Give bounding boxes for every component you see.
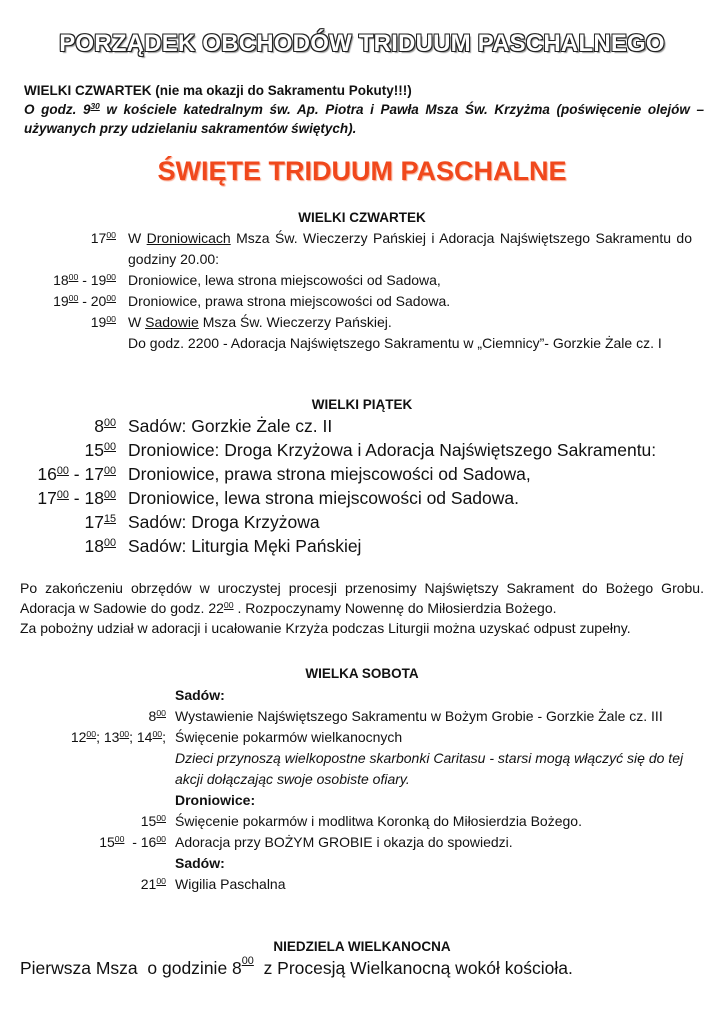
description: Sadów: Liturgia Męki Pańskiej xyxy=(128,536,362,556)
description: Droniowice, lewa strona miejscowości od Sadowa. xyxy=(128,488,520,508)
time: $17^{00} - 18^{00}$ xyxy=(37,488,116,508)
thursday-row xyxy=(20,333,692,354)
description: Droniowice, lewa strona miejscowości od Sadowa, xyxy=(128,272,441,288)
time: $18^{00} - 19^{00}$ xyxy=(53,272,116,288)
friday-row xyxy=(20,534,710,558)
time: $19^{00} - 20^{00}$ xyxy=(53,293,116,309)
friday-row xyxy=(20,510,710,534)
intro-heading: WIELKI CZWARTEK (nie ma okazji do Sakramentu Pokuty!!!) xyxy=(24,83,412,98)
sunday-mass: Pierwsza Msza o godzinie $8^{00}$ z Procesją Wielkanocną wokół kościoła. xyxy=(20,955,573,978)
time: $21^{00}$ xyxy=(140,876,166,892)
time: $15^{00}$ xyxy=(84,440,116,460)
saturday-heading: WIELKA SOBOTA xyxy=(305,666,419,681)
time: $17^{15}$ xyxy=(84,512,116,532)
description: Święcenie pokarmów wielkanocnych xyxy=(175,729,403,745)
description: Do godz. 2200 - Adoracja Najświętszego Sakramentu w „Ciemnicy”- Gorzkie Żale cz. I xyxy=(128,335,662,351)
saturday-schedule xyxy=(20,685,698,895)
time: $12^{00}$; $13^{00}$; $14^{00}$; xyxy=(70,729,166,745)
friday-row xyxy=(20,414,710,438)
time: $19^{00}$ xyxy=(90,314,116,330)
time: $17^{00}$ xyxy=(90,230,116,246)
thursday-row xyxy=(20,291,692,312)
saturday-row xyxy=(20,727,698,748)
description: Wystawienie Najświętszego Sakramentu w Bożym Grobie - Gorzkie Żale cz. III xyxy=(175,708,663,724)
indulgence-note: Za pobożny udział w adoracji i ucałowanie Krzyża podczas Liturgii można uzyskać odpust zupełny. xyxy=(20,620,631,636)
description: W Sadowie Msza Św. Wieczerzy Pańskiej. xyxy=(128,314,392,330)
time: $15^{00} - 16^{00}$ xyxy=(99,834,166,850)
triduum-title: ŚWIĘTE TRIDUUM PASCHALNE xyxy=(157,156,567,186)
caritas-note: Dzieci przynoszą wielkopostne skarbonki Caritasu - starsi mogą włączyć się do tej akcji dołączając swoje osobiste ofiary. xyxy=(175,750,684,787)
time: $18^{00}$ xyxy=(84,536,116,556)
saturday-row xyxy=(20,832,698,853)
time: $8^{00}$ xyxy=(94,416,116,436)
intro-text-b: w kościele katedralnym św. Ap. Piotra i Pawła Msza Św. Krzyżma (poświęcenie olejów – używanych przy udzielaniu sakramentów świętych). xyxy=(24,102,704,136)
friday-row xyxy=(20,486,710,510)
place-label: Sadów: xyxy=(175,855,225,871)
intro-text-a: O godz. 9 xyxy=(24,102,91,117)
friday-note-paragraph: Po zakończeniu obrzędów w uroczystej procesji przenosimy Najświętszy Sakrament do Bożego Grobu. Adoracja w Sadowie do godz. $22^{00}$ . Rozpoczynamy Nowennę do Miłosierdzia Bożego. xyxy=(20,580,704,616)
saturday-row xyxy=(20,706,698,727)
time: $15^{00}$ xyxy=(140,813,166,829)
intro-time-minutes: 30 xyxy=(90,101,100,111)
thursday-heading: WIELKI CZWARTEK xyxy=(298,210,426,225)
description: Święcenie pokarmów i modlitwa Koronką do Miłosierdzia Bożego. xyxy=(175,813,582,829)
friday-heading: WIELKI PIĄTEK xyxy=(311,397,413,412)
description: Droniowice, prawa strona miejscowości od Sadowa, xyxy=(128,464,531,484)
thursday-schedule xyxy=(20,228,692,354)
friday-row xyxy=(20,462,710,486)
description: Droniowice, prawa strona miejscowości od Sadowa. xyxy=(128,293,451,309)
friday-schedule xyxy=(20,414,710,558)
description: Droniowice: Droga Krzyżowa i Adoracja Najświętszego Sakramentu: xyxy=(128,440,657,460)
thursday-row xyxy=(20,270,692,291)
time: $16^{00} - 17^{00}$ xyxy=(37,464,116,484)
thursday-row xyxy=(20,312,692,333)
page-title: PORZĄDEK OBCHODÓW TRIDUUM PASCHALNEGO xyxy=(59,30,665,57)
place-label: Sadów: xyxy=(175,687,225,703)
friday-note xyxy=(20,578,704,638)
intro xyxy=(24,81,704,138)
place-label: Droniowice: xyxy=(175,792,256,808)
description: W Droniowicach Msza Św. Wieczerzy Pańskiej i Adoracja Najświętszego Sakramentu do godziny 20.00: xyxy=(128,230,693,267)
saturday-row xyxy=(20,811,698,832)
time: $8^{00}$ xyxy=(148,708,166,724)
friday-row xyxy=(20,438,710,462)
description: Sadów: Gorzkie Żale cz. II xyxy=(128,416,333,436)
description: Wigilia Paschalna xyxy=(175,876,286,892)
sunday-heading: NIEDZIELA WIELKANOCNA xyxy=(273,939,451,954)
saturday-row xyxy=(20,874,698,895)
description: Adoracja przy BOŻYM GROBIE i okazja do spowiedzi. xyxy=(175,834,513,850)
thursday-row xyxy=(20,228,692,270)
description: Sadów: Droga Krzyżowa xyxy=(128,512,320,532)
intro-paragraph xyxy=(24,100,704,138)
